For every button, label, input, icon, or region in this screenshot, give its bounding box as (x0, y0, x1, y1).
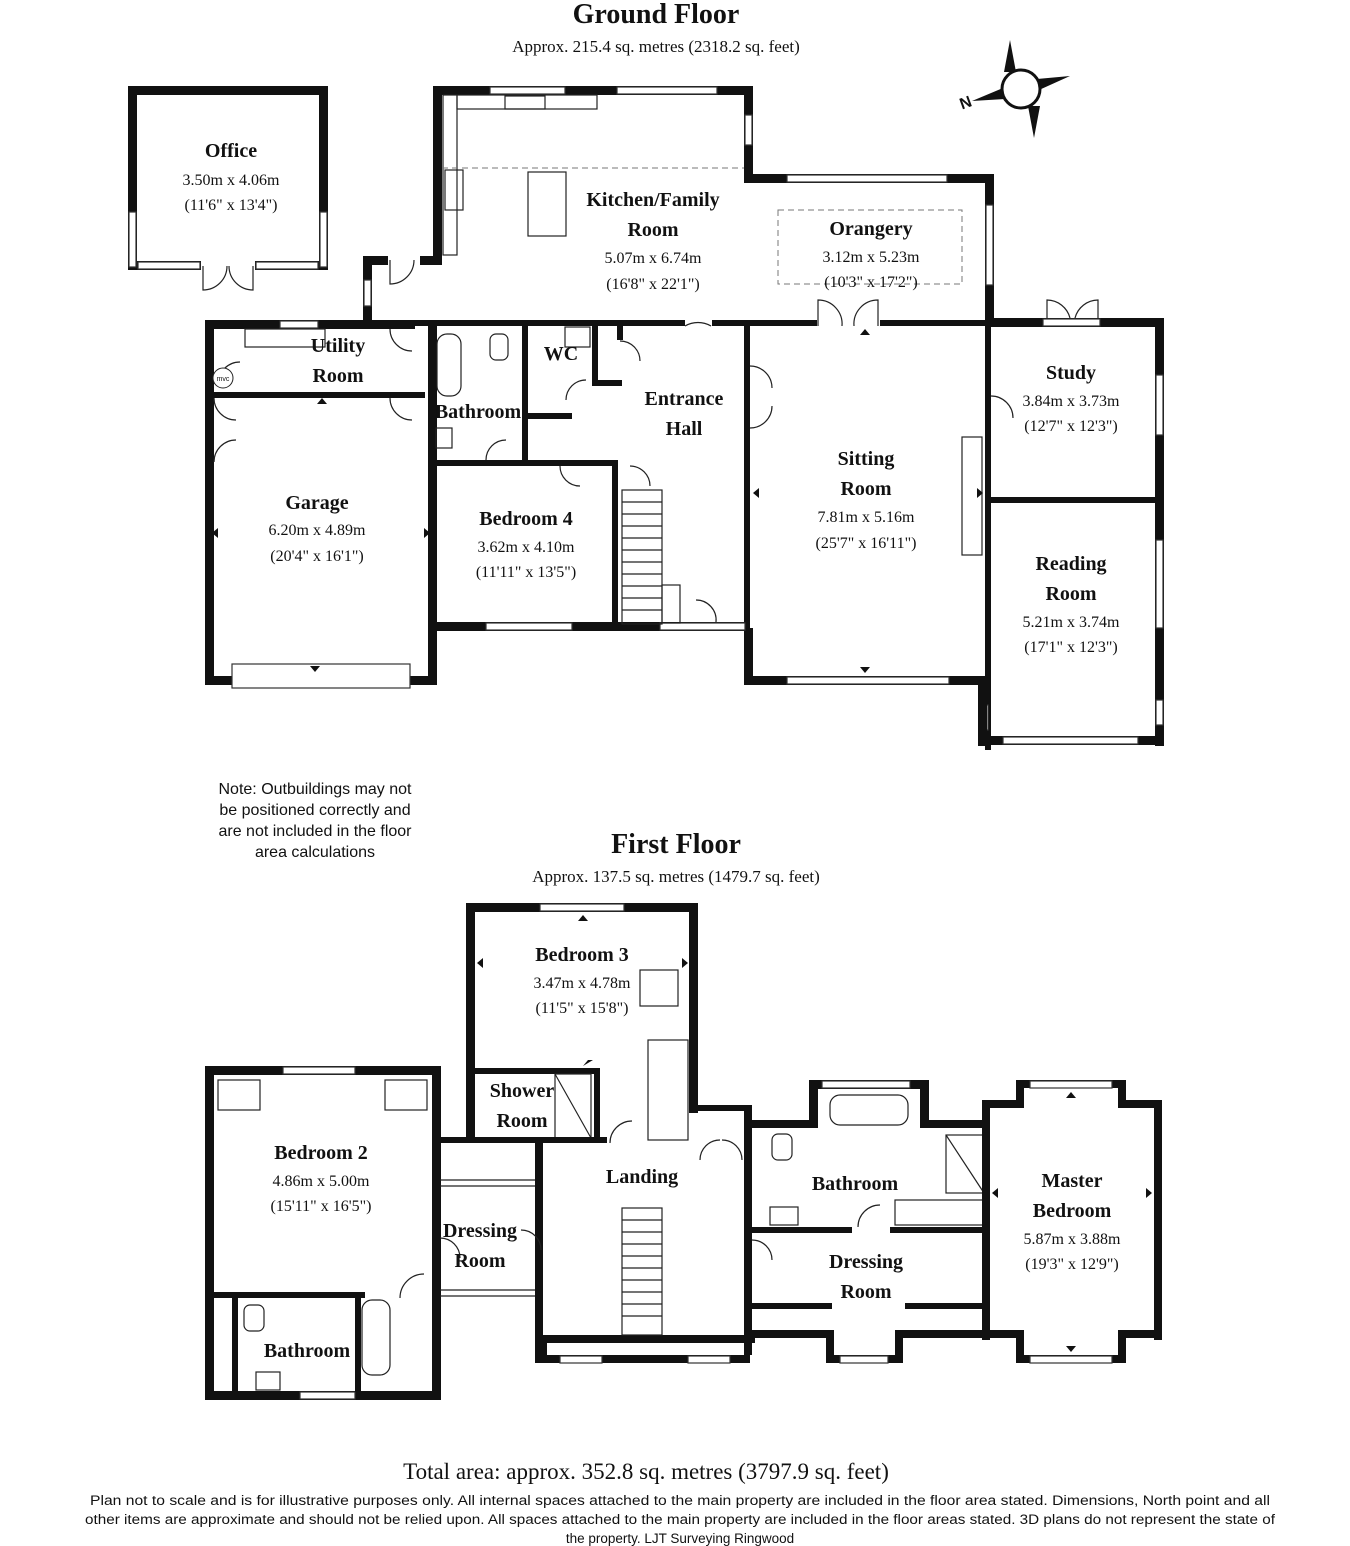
room-name: Bathroom (434, 401, 522, 423)
room-name-line2: Room (840, 478, 892, 500)
disclaimer-line: the property. LJT Surveying Ringwood (565, 1531, 795, 1546)
room-imperial: (15'11" x 16'5") (270, 1198, 372, 1215)
room-utility (311, 335, 365, 387)
room-office (183, 140, 280, 214)
room-name-line2: Room (454, 1250, 506, 1272)
room-imperial: (25'7" x 16'11") (815, 535, 917, 552)
room-name: Landing (605, 1166, 679, 1188)
room-name: Utility (310, 335, 366, 357)
room-name: Entrance (644, 388, 724, 410)
note-line: are not included in the floor (218, 823, 412, 840)
room-bathroom-first-left (264, 1340, 351, 1362)
disclaimer-line: other items are approximate and should not be relied upon. All spaces attached to the main property are included in the floor areas stated. 3D plans do not represent the state of (85, 1512, 1276, 1527)
room-metric: 6.20m x 4.89m (268, 522, 366, 539)
ground-floor-title: Ground Floor (572, 0, 740, 30)
compass-icon (958, 40, 1070, 138)
room-name-line2: Room (627, 219, 679, 241)
outbuildings-note (218, 781, 412, 861)
room-name-line2: Bedroom (1032, 1200, 1112, 1222)
room-bedroom-3 (534, 944, 631, 1017)
room-metric: 5.21m x 3.74m (1022, 614, 1120, 631)
room-name: Reading (1035, 553, 1107, 575)
room-name: Dressing (442, 1220, 518, 1242)
room-bedroom-2 (271, 1142, 372, 1215)
room-name: Bathroom (263, 1340, 351, 1362)
room-bathroom-first-right (812, 1173, 899, 1195)
first-floor-title: First Floor (611, 829, 741, 860)
room-name: Bathroom (811, 1173, 899, 1195)
disclaimer-line: Plan not to scale and is for illustrative purposes only. All internal spaces attached to the main property are included in the floor area stated. Dimensions, North point and all (90, 1493, 1270, 1508)
room-name: Bedroom 4 (479, 508, 573, 530)
stairs-icon (622, 1208, 662, 1335)
room-imperial: (17'1" x 12'3") (1024, 639, 1118, 656)
room-metric: 4.86m x 5.00m (272, 1173, 370, 1190)
room-dressing-left (443, 1220, 517, 1272)
room-name: Office (204, 140, 258, 162)
room-landing (606, 1166, 678, 1188)
mvc-label: mvc (216, 376, 230, 383)
room-name: Kitchen/Family (586, 189, 720, 211)
note-line: area calculations (254, 844, 376, 861)
room-metric: 5.07m x 6.74m (604, 250, 702, 267)
ground-floor-area: Approx. 215.4 sq. metres (2318.2 sq. feet) (512, 37, 800, 56)
room-master-bedroom (1024, 1170, 1121, 1273)
room-name-line2: Hall (665, 418, 703, 440)
room-name-line2: Room (840, 1281, 892, 1303)
room-metric: 3.50m x 4.06m (182, 172, 280, 189)
room-garage (269, 492, 366, 565)
room-imperial: (12'7" x 12'3") (1024, 418, 1118, 435)
room-name: Master (1041, 1170, 1103, 1192)
room-metric: 5.87m x 3.88m (1023, 1231, 1121, 1248)
room-name: Bedroom 2 (274, 1142, 368, 1164)
room-name-line2: Room (1045, 583, 1097, 605)
room-wc (544, 343, 578, 365)
room-name: Garage (285, 492, 349, 514)
room-name: Bedroom 3 (535, 944, 629, 966)
room-name: Study (1045, 362, 1097, 384)
room-imperial: (11'6" x 13'4") (184, 197, 278, 214)
room-orangery (823, 218, 920, 291)
room-reading (1023, 553, 1120, 656)
room-name: Sitting (837, 448, 895, 470)
stairs-icon (622, 490, 680, 624)
first-floor-area: Approx. 137.5 sq. metres (1479.7 sq. feet) (532, 867, 820, 886)
north-label: N (957, 93, 975, 114)
note-line: Note: Outbuildings may not (218, 781, 412, 798)
room-bedroom-4 (476, 508, 576, 581)
room-bathroom-ground (435, 401, 522, 423)
room-sitting (816, 448, 917, 552)
room-imperial: (11'11" x 13'5") (475, 564, 577, 581)
room-imperial: (20'4" x 16'1") (270, 548, 364, 565)
room-metric: 3.47m x 4.78m (533, 975, 631, 992)
room-metric: 3.84m x 3.73m (1022, 393, 1120, 410)
ground-floor-walls (128, 86, 1164, 750)
room-metric: 3.62m x 4.10m (477, 539, 575, 556)
room-name-line2: Room (312, 365, 364, 387)
room-metric: 3.12m x 5.23m (822, 249, 920, 266)
total-area: Total area: approx. 352.8 sq. metres (3797.9 sq. feet) (403, 1459, 889, 1484)
room-dressing-right (829, 1251, 903, 1303)
room-entrance-hall (645, 388, 724, 440)
room-kitchen-family (586, 189, 719, 293)
room-imperial: (16'8" x 22'1") (606, 276, 700, 293)
room-metric: 7.81m x 5.16m (817, 509, 915, 526)
room-imperial: (19'3" x 12'9") (1025, 1256, 1119, 1273)
room-name: WC (543, 343, 579, 365)
room-imperial: (10'3" x 17'2") (824, 274, 918, 291)
room-study (1023, 362, 1120, 435)
room-imperial: (11'5" x 15'8") (535, 1000, 629, 1017)
room-shower (490, 1080, 555, 1132)
note-line: be positioned correctly and (219, 802, 411, 819)
room-name: Dressing (828, 1251, 904, 1273)
room-name: Orangery (829, 218, 913, 240)
room-name-line2: Room (496, 1110, 548, 1132)
room-name: Shower (489, 1080, 555, 1102)
